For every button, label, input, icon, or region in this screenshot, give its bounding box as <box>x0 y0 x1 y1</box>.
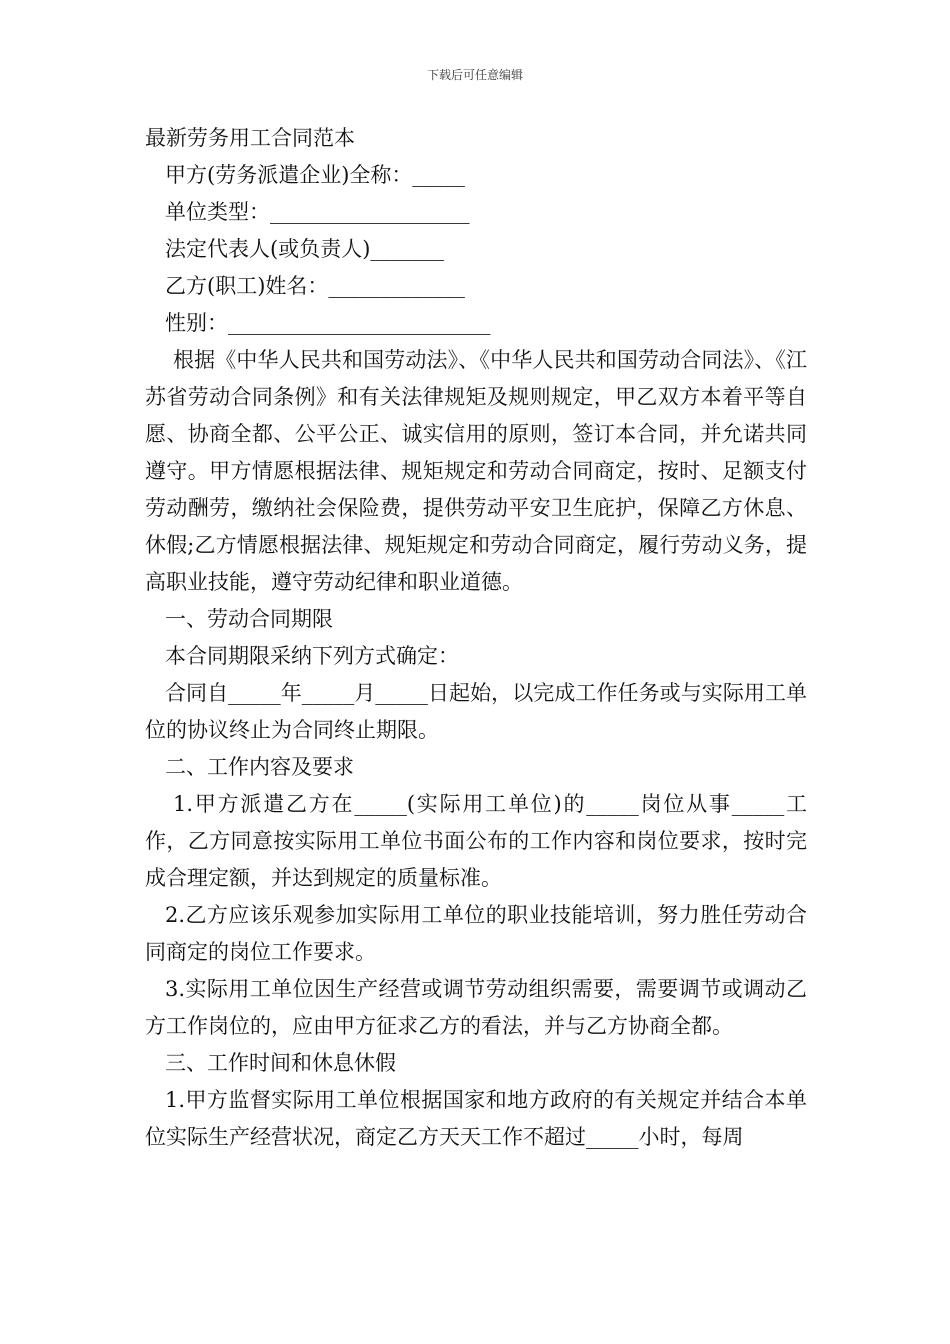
section-2-item-1: 1.甲方派遣乙方在_____(实际用工单位)的_____岗位从事_____工作，乙方同意按实际用工单位书面公布的工作内容和岗位要求，按时完成合理定额，并达到规定的质量标准。 <box>145 792 807 890</box>
document-body <box>145 120 807 1156</box>
section-2-title: 二、工作内容及要求 <box>165 755 354 779</box>
section-2-item-3: 3.实际用工单位因生产经营或调节劳动组织需要，需要调节或调动乙方工作岗位的，应由甲方征求乙方的看法，并与乙方协商全都。 <box>145 977 807 1038</box>
intro-paragraph: 根据《中华人民共和国劳动法》、《中华人民共和国劳动合同法》、《江苏省劳动合同条例》和有关法律规矩及规则规定，甲乙双方本着平等自愿、协商全都、公平公正、诚实信用的原则，签订本合同，并允诺共同遵守。甲方情愿根据法律、规矩规定和劳动合同商定，按时、足额支付劳动酬劳，缴纳社会保险费，提供劳动平安卫生庇护，保障乙方休息、休假;乙方情愿根据法律、规矩规定和劳动合同商定，履行劳动义务，提高职业技能，遵守劳动纪律和职业道德。 <box>145 348 807 594</box>
section-2-item-2: 2.乙方应该乐观参加实际用工单位的职业技能培训，努力胜任劳动合同商定的岗位工作要求。 <box>145 903 807 964</box>
section-1-paragraph-2: 合同自_____年_____月_____日起始，以完成工作任务或与实际用工单位的协议终止为合同终止期限。 <box>145 681 807 742</box>
document-title: 最新劳务用工合同范本 <box>145 126 355 150</box>
section-3-item-1: 1.甲方监督实际用工单位根据国家和地方政府的有关规定并结合本单位实际生产经营状况，商定乙方天天工作不超过_____小时，每周 <box>145 1088 807 1149</box>
section-1-paragraph-1: 本合同期限采纳下列方式确定： <box>165 644 459 668</box>
party-a-field: 甲方(劳务派遣企业)全称：_____ <box>165 163 465 187</box>
section-1-title: 一、劳动合同期限 <box>165 607 333 631</box>
party-b-field: 乙方(职工)姓名：_____________ <box>165 274 465 298</box>
unit-type-field: 单位类型：___________________ <box>165 200 470 224</box>
header-note: 下载后可任意编辑 <box>426 68 523 82</box>
section-3-title: 三、工作时间和休息休假 <box>165 1051 396 1075</box>
legal-rep-field: 法定代表人(或负责人)_______ <box>165 237 444 261</box>
gender-field: 性别：_________________________ <box>165 311 491 335</box>
